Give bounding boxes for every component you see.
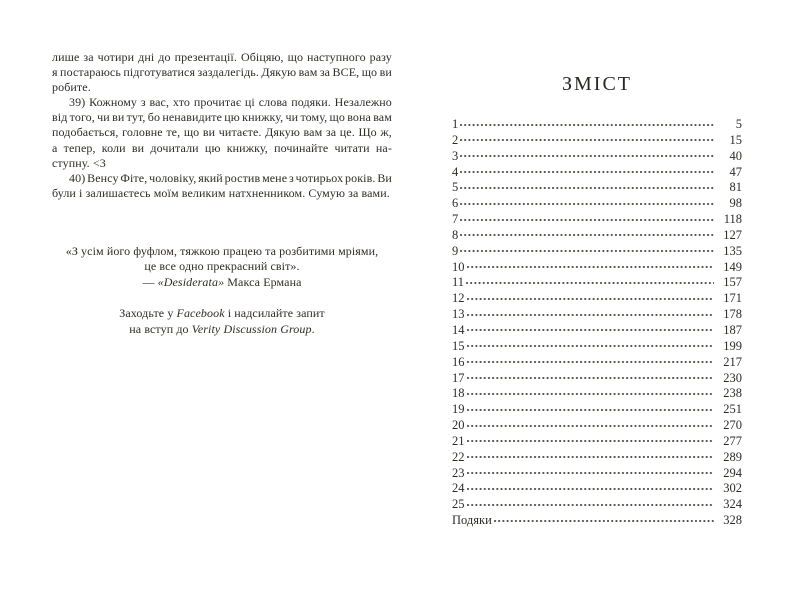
- toc-entry-page: 230: [723, 370, 742, 385]
- text-segment: —: [142, 274, 158, 289]
- body-text-line: 39) Кожному з вас, хто прочитає ці слова подяки. Незалежно: [69, 95, 392, 110]
- toc-entry: [452, 307, 742, 323]
- toc-entry-label: 16: [452, 354, 465, 369]
- toc-entry: [452, 212, 742, 228]
- body-text-line: ступну. <3: [52, 155, 106, 170]
- toc-entry-page: 149: [723, 259, 742, 274]
- body-text-line: подобається, головне те, що ви читаєте. Дякую вам за це. Що ж,: [52, 125, 392, 140]
- toc-entry-label: 11: [452, 275, 465, 290]
- toc-entry-label: 1: [452, 117, 459, 131]
- left-page: [52, 50, 392, 337]
- italic-text-segment: «Desiderata»: [157, 274, 225, 289]
- toc-entry: [452, 371, 742, 387]
- toc-entry-page: 251: [723, 402, 742, 417]
- toc-entry-page: 270: [723, 418, 742, 433]
- toc-entry: [452, 117, 742, 133]
- body-text-line: від того, чи ви тут, бо ненавидите цю книжку, чи тому, що вона вам: [52, 110, 392, 125]
- facebook-invitation-line: [52, 306, 392, 322]
- toc-entry-label: 5: [452, 180, 459, 195]
- toc-entry-label: 15: [452, 338, 465, 353]
- toc-entry-label: 9: [452, 243, 459, 258]
- body-text-line: робите.: [52, 80, 91, 95]
- toc-entry: [452, 149, 742, 165]
- toc-entry-label: 23: [452, 465, 465, 480]
- toc-entry: [452, 228, 742, 244]
- toc-entry: [452, 402, 742, 418]
- toc-entry-label: 10: [452, 259, 465, 274]
- text-segment: Макса Ермана: [224, 274, 302, 289]
- toc-page: [452, 72, 742, 529]
- toc-entry: [452, 180, 742, 196]
- toc-entry-page: 302: [723, 481, 742, 496]
- toc-entry-page: 171: [723, 291, 742, 306]
- toc-entry-label: 24: [452, 481, 465, 496]
- toc-entry-page: 217: [723, 354, 742, 369]
- facebook-invitation: [52, 306, 392, 337]
- toc-entry: [452, 450, 742, 466]
- toc-entry: [452, 196, 742, 212]
- body-text-line: я постараюсь підготуватися заздалегідь. Дякую вам за ВСЕ, що ви: [52, 65, 392, 80]
- toc-entry: [452, 355, 742, 371]
- epigraph-line: «З усім його фуфлом, тяжкою працею та розбитими мріями,: [65, 243, 379, 258]
- toc-entry: [452, 133, 742, 149]
- text-segment: .: [311, 321, 315, 336]
- toc-entry: [452, 260, 742, 276]
- toc-entry-label: 21: [452, 433, 465, 448]
- body-text-line: були і залишаєтесь моїм великим натхненником. Сумую за вами.: [52, 185, 390, 200]
- toc-entry-page: 98: [729, 196, 742, 211]
- toc-entry-page: 118: [723, 212, 742, 227]
- text-segment: і надсилайте запит: [224, 306, 325, 321]
- toc-entry-page: 199: [723, 338, 742, 353]
- toc-entry-page: 187: [723, 322, 742, 337]
- toc-entry-page: 157: [723, 275, 742, 290]
- facebook-invitation-line: [52, 322, 392, 338]
- toc-entry-label: 14: [452, 322, 465, 337]
- toc-entry: [452, 434, 742, 450]
- toc-entry: [452, 466, 742, 482]
- epigraph-attribution: [52, 275, 392, 291]
- text-segment: Заходьте у: [119, 306, 177, 321]
- epigraph: [52, 244, 392, 291]
- toc-entry-label: 3: [452, 148, 459, 163]
- toc-entry-label: Подяки: [452, 513, 492, 528]
- toc-entry-label: 4: [452, 164, 459, 179]
- toc-entry-page: 289: [723, 449, 742, 464]
- toc-entry-page: 127: [723, 227, 742, 242]
- toc-entry-page: 178: [723, 307, 742, 322]
- toc-entry-label: 20: [452, 418, 465, 433]
- toc-entry-label: 8: [452, 227, 459, 242]
- toc-entry-page: 238: [723, 386, 742, 401]
- epigraph-line: це все одно прекрасний світ».: [144, 259, 300, 274]
- toc-entry: [452, 165, 742, 181]
- toc-entry: [452, 275, 742, 291]
- toc-entry-label: 22: [452, 449, 465, 464]
- body-text-line: 40) Венсу Фіте, чоловіку, який ростив мене з чотирьох років. Ви: [69, 170, 392, 185]
- toc-entry: [452, 339, 742, 355]
- toc-entry-page: 5: [735, 117, 742, 131]
- toc-entry-page: 294: [723, 465, 742, 480]
- toc-entry-page: 15: [729, 132, 742, 147]
- toc-entry: [452, 481, 742, 497]
- acknowledgments-paragraphs: [52, 50, 392, 201]
- toc-entry-label: 25: [452, 497, 465, 512]
- toc-entry-label: 2: [452, 132, 459, 147]
- toc-entry-label: 18: [452, 386, 465, 401]
- toc-title: ЗМІСТ: [561, 73, 633, 95]
- toc-entry: [452, 418, 742, 434]
- toc-entry-label: 19: [452, 402, 465, 417]
- toc-entry-label: 13: [452, 307, 465, 322]
- toc-entry-page: 135: [723, 243, 742, 258]
- toc-entry-page: 47: [729, 164, 742, 179]
- toc-entry-page: 40: [729, 148, 742, 163]
- toc-entry: [452, 497, 742, 513]
- text-segment: на вступ до: [129, 321, 192, 336]
- toc-entry-page: 277: [723, 433, 742, 448]
- body-text-line: а тепер, коли ви дочитали цю книжку, починайте читати на-: [52, 140, 392, 155]
- toc-entry-page: 81: [729, 180, 742, 195]
- toc-entry: [452, 386, 742, 402]
- italic-text-segment: Verity Discussion Group: [191, 321, 312, 336]
- italic-text-segment: Facebook: [176, 306, 225, 321]
- toc-entry-label: 17: [452, 370, 465, 385]
- toc-entry: [452, 244, 742, 260]
- toc-entry-page: 328: [723, 513, 742, 528]
- toc-entry: [452, 291, 742, 307]
- toc-entry: [452, 513, 742, 529]
- toc-entry-page: 324: [723, 497, 742, 512]
- toc-entry-label: 6: [452, 196, 459, 211]
- body-text-line: лише за чотири дні до презентації. Обіцяю, що наступного разу: [52, 50, 392, 64]
- toc-entry: [452, 323, 742, 339]
- toc-list: [452, 117, 742, 529]
- toc-entry-label: 12: [452, 291, 465, 306]
- toc-entry-label: 7: [452, 212, 459, 227]
